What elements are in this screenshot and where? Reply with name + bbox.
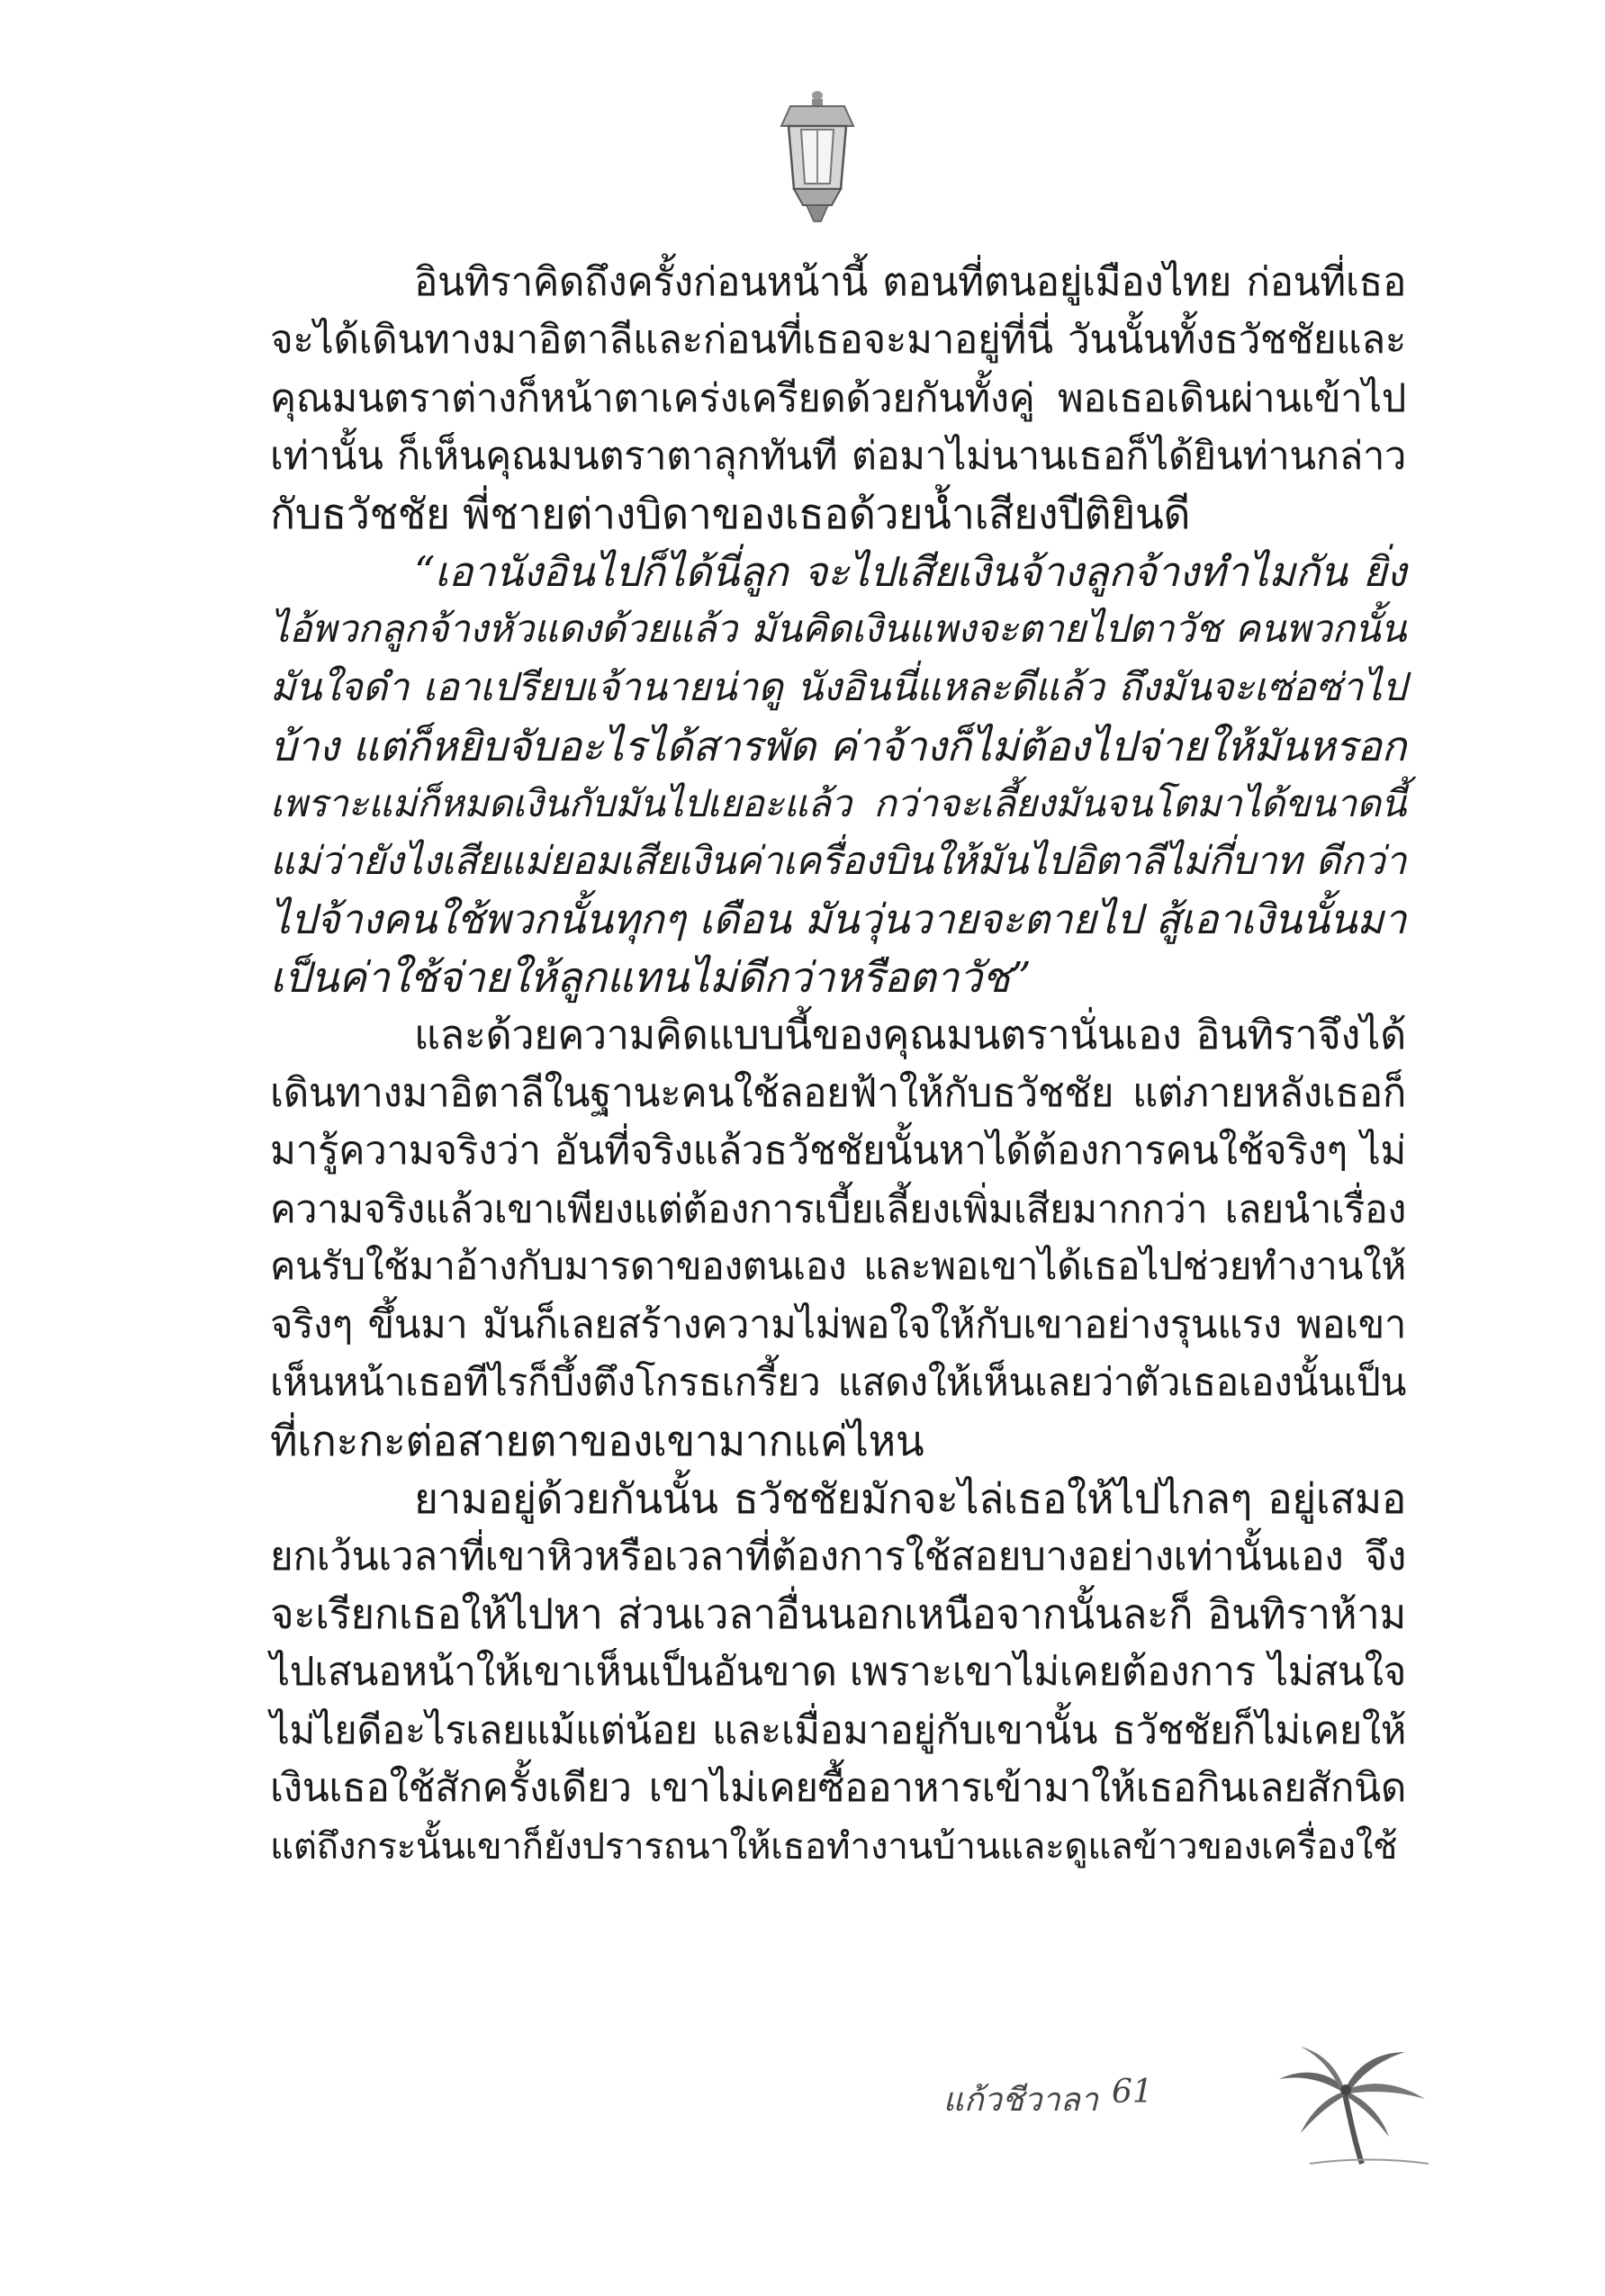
text-line: จริงๆ ขึ้นมา มันก็เลยสร้างความไม่พอใจให้กับเขาอย่างรุนแรง พอเขา	[270, 1302, 1406, 1348]
text-line: เดินทางมาอิตาลีในฐานะคนใช้ลอยฟ้าให้กับธวัชชัย แต่ภายหลังเธอก็	[270, 1069, 1406, 1116]
body-text	[270, 254, 1406, 1876]
text-line: จะเรียกเธอให้ไปหา ส่วนเวลาอื่นนอกเหนือจากนั้นละก็ อินทิราห้าม	[270, 1589, 1406, 1638]
page-footer	[918, 2043, 1422, 2169]
paragraph-3	[270, 1006, 1406, 1470]
text-line: ไอ้พวกลูกจ้างหัวแดงด้วยแล้ว มันคิดเงินแพงจะตายไปตาวัช คนพวกนั้น	[270, 608, 1406, 653]
book-title: แก้วชีวาลา	[942, 2082, 1098, 2119]
text-line: “เอานังอินไปก็ได้นี่ลูก จะไปเสียเงินจ้างลูกจ้างทำไมกัน ยิ่ง	[414, 547, 1406, 596]
text-line: ไปจ้างคนใช้พวกนั้นทุกๆ เดือน มันวุ่นวายจะตายไป สู้เอาเงินนั้นมา	[270, 895, 1406, 943]
text-line: จะได้เดินทางมาอิตาลีและก่อนที่เธอจะมาอยู่ที่นี่ วันนั้นทั้งธวัชชัยและ	[270, 317, 1406, 364]
text-line: ไม่ไยดีอะไรเลยแม้แต่น้อย และเมื่อมาอยู่กับเขานั้น ธวัชชัยก็ไม่เคยให้	[270, 1707, 1406, 1753]
text-line: แม่ว่ายังไงเสียแม่ยอมเสียเงินค่าเครื่องบินให้มันไปอิตาลีไม่กี่บาท ดีกว่า	[270, 839, 1406, 885]
palm-tree-icon	[1274, 2043, 1431, 2169]
paragraph-1	[270, 254, 1406, 544]
quoted-speech	[270, 544, 1406, 1007]
text-line: มารู้ความจริงว่า อันที่จริงแล้วธวัชชัยนั้นหาได้ต้องการคนใช้จริงๆ ไม่	[270, 1128, 1406, 1175]
text-line: และด้วยความคิดแบบนี้ของคุณมนตรานั่นเอง อินทิราจึงได้	[414, 1011, 1406, 1059]
text-line: ยามอยู่ด้วยกันนั้น ธวัชชัยมักจะไล่เธอให้ไปไกลๆ อยู่เสมอ	[414, 1474, 1406, 1524]
text-line: มันใจดำ เอาเปรียบเจ้านายน่าดู นังอินนี่แหละดีแล้ว ถึงมันจะเซ่อซ่าไป	[270, 665, 1406, 711]
text-line: เท่านั้น ก็เห็นคุณมนตราตาลุกทันที ต่อมาไม่นานเธอก็ได้ยินท่านกล่าว	[270, 434, 1406, 480]
text-line: อินทิราคิดถึงครั้งก่อนหน้านี้ ตอนที่ตนอยู่เมืองไทย ก่อนที่เธอ	[414, 259, 1406, 305]
text-line: ยกเว้นเวลาที่เขาหิวหรือเวลาที่ต้องการใช้สอยบางอย่างเท่านั้นเอง จึง	[270, 1533, 1406, 1580]
text-line: ที่เกะกะต่อสายตาของเขามากแค่ไหน	[270, 1416, 924, 1465]
text-line: กับธวัชชัย พี่ชายต่างบิดาของเธอด้วยน้ำเสียงปีติยินดี	[270, 490, 1191, 539]
lantern-ornament-icon	[771, 90, 864, 225]
paragraph-4	[270, 1470, 1406, 1875]
text-line: แต่ถึงกระนั้นเขาก็ยังปรารถนาให้เธอทำงานบ้านและดูแลข้าวของเครื่องใช้	[270, 1824, 1398, 1868]
text-line: คุณมนตราต่างก็หน้าตาเคร่งเครียดด้วยกันทั้งคู่ พอเธอเดินผ่านเข้าไป	[270, 375, 1406, 421]
text-line: เป็นค่าใช้จ่ายให้ลูกแทนไม่ดีกว่าหรือตาวัช”	[270, 953, 1032, 1003]
text-line: เพราะแม่ก็หมดเงินกับมันไปเยอะแล้ว กว่าจะเลี้ยงมันจนโตมาได้ขนาดนี้	[270, 781, 1406, 826]
page-number: 61	[1112, 2074, 1153, 2111]
text-line: คนรับใช้มาอ้างกับมารดาของตนเอง และพอเขาได้เธอไปช่วยทำงานให้	[270, 1244, 1406, 1289]
text-line: บ้าง แต่ก็หยิบจับอะไรได้สารพัด ค่าจ้างก็ไม่ต้องไปจ่ายให้มันหรอก	[270, 721, 1406, 770]
text-line: เงินเธอใช้สักครั้งเดียว เขาไม่เคยซื้ออาหารเข้ามาให้เธอกินเลยสักนิด	[270, 1764, 1406, 1811]
text-line: ไปเสนอหน้าให้เขาเห็นเป็นอันขาด เพราะเขาไม่เคยต้องการ ไม่สนใจ	[270, 1649, 1406, 1696]
text-line: เห็นหน้าเธอทีไรก็บึ้งตึงโกรธเกรี้ยว แสดงให้เห็นเลยว่าตัวเธอเองนั้นเป็น	[270, 1360, 1406, 1405]
text-line: ความจริงแล้วเขาเพียงแต่ต้องการเบี้ยเลี้ยงเพิ่มเสียมากกว่า เลยนำเรื่อง	[270, 1186, 1406, 1232]
